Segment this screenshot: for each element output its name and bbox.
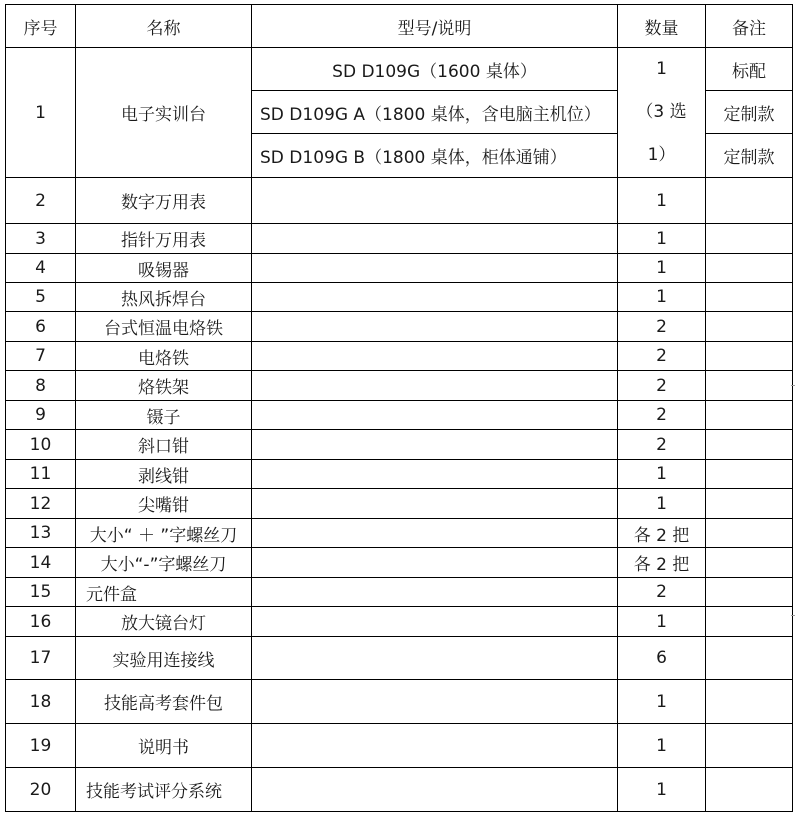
row-name: 电烙铁 — [76, 342, 252, 371]
row-qty: 1 — [618, 768, 706, 812]
table-row — [6, 680, 793, 724]
row-no: 3 — [6, 224, 76, 254]
row-qty: 1 — [618, 489, 706, 519]
row-model — [252, 312, 618, 342]
table-row — [6, 401, 793, 430]
row-no: 17 — [6, 637, 76, 680]
row-note — [706, 519, 793, 548]
row-name: 剥线钳 — [76, 460, 252, 489]
table-row — [6, 460, 793, 489]
row-note — [706, 578, 793, 607]
table-row — [6, 578, 793, 607]
row-model — [252, 519, 618, 548]
equipment-list-table — [5, 4, 793, 812]
row-model — [252, 460, 618, 489]
row-qty: 2 — [618, 312, 706, 342]
row-name: 数字万用表 — [76, 178, 252, 224]
row-note — [706, 401, 793, 430]
row-qty: 6 — [618, 637, 706, 680]
row-qty: 2 — [618, 371, 706, 401]
row-model — [252, 430, 618, 460]
row-model — [252, 283, 618, 312]
row-qty: 2 — [618, 578, 706, 607]
table-row — [6, 224, 793, 254]
row-name: 技能考试评分系统 — [76, 768, 252, 812]
table-row — [6, 489, 793, 519]
header-row — [6, 5, 793, 48]
row-name: 台式恒温电烙铁 — [76, 312, 252, 342]
row-model: SD D109G（1600 桌体） — [252, 48, 618, 91]
row-note — [706, 637, 793, 680]
row-name: 大小“ ＋ ”字螺丝刀 — [76, 519, 252, 548]
row-no: 12 — [6, 489, 76, 519]
row-qty: 2 — [618, 401, 706, 430]
row-note: 定制款 — [706, 134, 793, 178]
row-no: 20 — [6, 768, 76, 812]
row-name: 吸锡器 — [76, 254, 252, 283]
row-qty: 2 — [618, 430, 706, 460]
row-name: 镊子 — [76, 401, 252, 430]
header-qty: 数量 — [618, 5, 706, 48]
row-no: 15 — [6, 578, 76, 607]
row-qty: 1 — [618, 178, 706, 224]
row-qty: 1 — [618, 607, 706, 637]
row-note — [706, 312, 793, 342]
table-row — [6, 637, 793, 680]
qty-line: 1 — [656, 59, 667, 79]
row-note — [706, 254, 793, 283]
table-row — [6, 724, 793, 768]
row-model — [252, 489, 618, 519]
table-row — [6, 768, 793, 812]
row-model — [252, 607, 618, 637]
table-row — [6, 371, 793, 401]
row-name: 技能高考套件包 — [76, 680, 252, 724]
row-note — [706, 178, 793, 224]
row-qty: 1 — [618, 254, 706, 283]
row-qty: 各 2 把 — [618, 519, 706, 548]
row-no: 6 — [6, 312, 76, 342]
row-name: 烙铁架 — [76, 371, 252, 401]
table-row — [6, 548, 793, 578]
table-row — [6, 254, 793, 283]
row-note — [706, 283, 793, 312]
row-note: 定制款 — [706, 91, 793, 134]
row-name: 尖嘴钳 — [76, 489, 252, 519]
header-note: 备注 — [706, 5, 793, 48]
header-no: 序号 — [6, 5, 76, 48]
qty-line: （3 选 — [636, 102, 687, 122]
row-no: 19 — [6, 724, 76, 768]
page-edge-mark — [791, 385, 795, 386]
row-no: 14 — [6, 548, 76, 578]
row-note — [706, 680, 793, 724]
row-note — [706, 430, 793, 460]
row-name: 热风拆焊台 — [76, 283, 252, 312]
row-model — [252, 680, 618, 724]
row-qty: 各 2 把 — [618, 548, 706, 578]
table-row — [6, 342, 793, 371]
table-row — [6, 430, 793, 460]
row-model — [252, 578, 618, 607]
row-qty: 1 — [618, 283, 706, 312]
row-name: 放大镜台灯 — [76, 607, 252, 637]
table-row — [6, 519, 793, 548]
row-no: 1 — [6, 48, 76, 178]
row-qty: 1 — [618, 724, 706, 768]
row-qty: 1 — [618, 680, 706, 724]
header-name: 名称 — [76, 5, 252, 48]
row-note: 标配 — [706, 48, 793, 91]
row-model — [252, 224, 618, 254]
row-model — [252, 768, 618, 812]
row-no: 7 — [6, 342, 76, 371]
row-no: 13 — [6, 519, 76, 548]
row-note — [706, 371, 793, 401]
row-name: 指针万用表 — [76, 224, 252, 254]
row-no: 5 — [6, 283, 76, 312]
row-no: 11 — [6, 460, 76, 489]
row-note — [706, 489, 793, 519]
row-no: 2 — [6, 178, 76, 224]
row-no: 8 — [6, 371, 76, 401]
table-row — [6, 48, 793, 91]
table-row — [6, 283, 793, 312]
row-model — [252, 342, 618, 371]
row-note — [706, 607, 793, 637]
row-note — [706, 768, 793, 812]
qty-line: 1） — [647, 145, 676, 165]
row-model — [252, 254, 618, 283]
header-model: 型号/说明 — [252, 5, 618, 48]
row-model — [252, 548, 618, 578]
row-no: 9 — [6, 401, 76, 430]
row-model — [252, 371, 618, 401]
row-no: 10 — [6, 430, 76, 460]
table-row — [6, 607, 793, 637]
row-note — [706, 224, 793, 254]
row-qty: 1 — [618, 224, 706, 254]
row-no: 16 — [6, 607, 76, 637]
row-model — [252, 401, 618, 430]
row-note — [706, 460, 793, 489]
row-no: 4 — [6, 254, 76, 283]
row-model: SD D109G B（1800 桌体，柜体通铺） — [252, 134, 618, 178]
row-model: SD D109G A（1800 桌体，含电脑主机位） — [252, 91, 618, 134]
row-qty — [618, 48, 706, 178]
row-name: 大小“-”字螺丝刀 — [76, 548, 252, 578]
row-name: 电子实训台 — [76, 48, 252, 178]
row-note — [706, 548, 793, 578]
row-name: 斜口钳 — [76, 430, 252, 460]
table-row — [6, 178, 793, 224]
row-note — [706, 342, 793, 371]
table-row — [6, 312, 793, 342]
row-note — [706, 724, 793, 768]
row-model — [252, 724, 618, 768]
row-model — [252, 637, 618, 680]
row-name: 元件盒 — [76, 578, 252, 607]
row-no: 18 — [6, 680, 76, 724]
row-qty: 1 — [618, 460, 706, 489]
row-model — [252, 178, 618, 224]
row-name: 说明书 — [76, 724, 252, 768]
row-name: 实验用连接线 — [76, 637, 252, 680]
row-qty: 2 — [618, 342, 706, 371]
page-edge-mark — [791, 615, 795, 616]
